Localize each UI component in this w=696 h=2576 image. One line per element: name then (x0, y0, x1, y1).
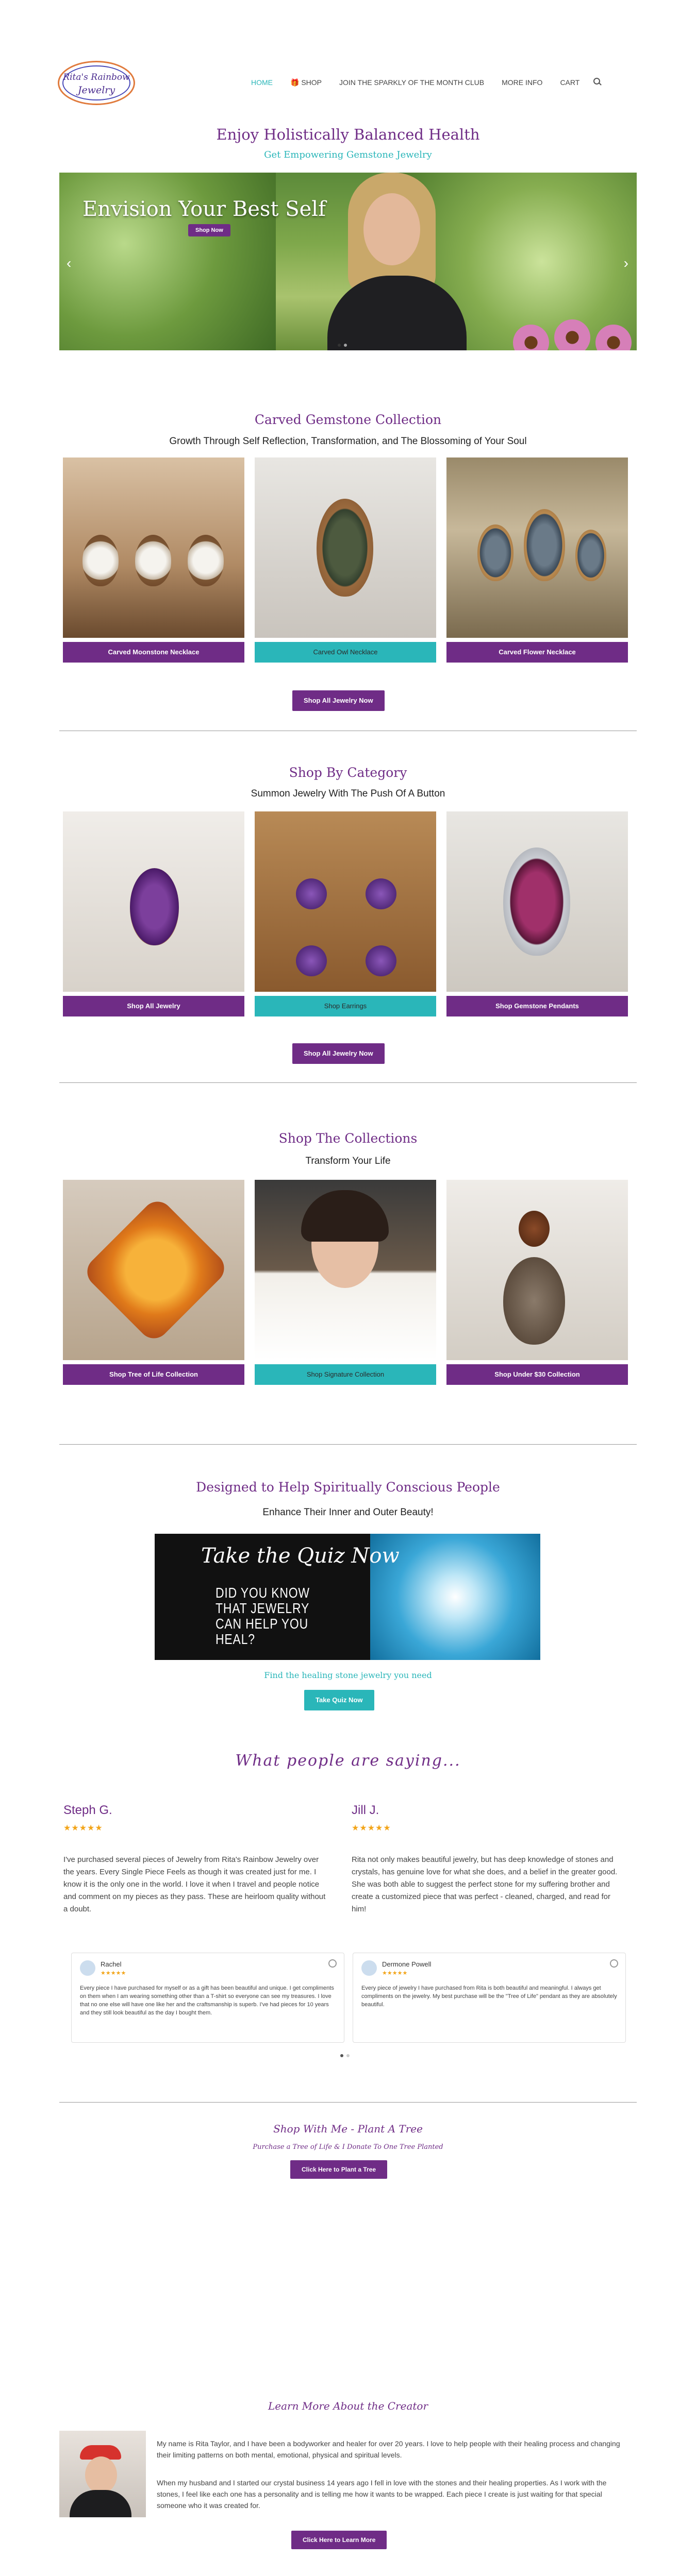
star-rating-icon: ★★★★★ (63, 1824, 103, 1833)
slider-dot[interactable] (344, 344, 347, 347)
category-card[interactable] (255, 811, 436, 1016)
google-review-card (353, 1953, 626, 2043)
product-image[interactable] (63, 457, 244, 638)
testimonial-name: Jill J. (352, 1803, 379, 1817)
carved-subtitle: Growth Through Self Reflection, Transformation, and The Blossoming of Your Soul (169, 436, 527, 447)
tree-title: Shop With Me - Plant A Tree (273, 2123, 423, 2135)
collection-button[interactable]: Shop Under $30 Collection (446, 1364, 628, 1385)
search-icon[interactable] (592, 77, 603, 87)
learn-more-button[interactable]: Click Here to Learn More (291, 2531, 387, 2549)
google-icon (328, 1959, 337, 1968)
quiz-banner-title: Take the Quiz Now (201, 1544, 400, 1568)
collection-image[interactable] (63, 1180, 244, 1360)
site-header (0, 0, 696, 96)
intro-subtitle: Get Empowering Gemstone Jewelry (264, 149, 432, 160)
google-review-card (71, 1953, 344, 2043)
designed-subtitle: Enhance Their Inner and Outer Beauty! (262, 1507, 434, 1518)
product-card[interactable] (255, 457, 436, 663)
category-grid (63, 811, 632, 1016)
hero-slider (59, 173, 637, 350)
section-divider (59, 2102, 637, 2103)
logo-line2: Jewelry (77, 84, 115, 96)
collection-image[interactable] (446, 1180, 628, 1360)
product-button[interactable]: Carved Flower Necklace (446, 642, 628, 663)
category-image[interactable] (446, 811, 628, 992)
collections-subtitle: Transform Your Life (305, 1156, 391, 1166)
review-text: Every piece of jewelry I have purchased from Rita is both beautiful and meaningful. I always get compliments on the jewelry. My best purchase will be the "Tree of Life" pendant as they are absolutely beautiful. (361, 1985, 617, 2008)
collection-image[interactable] (255, 1180, 436, 1360)
product-card[interactable] (446, 457, 628, 663)
slider-dot[interactable] (338, 344, 341, 347)
site-logo[interactable] (58, 61, 135, 105)
quiz-banner[interactable] (155, 1534, 540, 1660)
creator-photo (59, 2431, 146, 2517)
slider-prev-icon[interactable]: ‹ (67, 255, 72, 271)
category-title: Shop By Category (289, 765, 407, 780)
logo-line1: Rita's Rainbow (63, 72, 130, 82)
collections-title: Shop The Collections (278, 1131, 418, 1146)
testimonial-name: Steph G. (63, 1803, 112, 1817)
section-divider (59, 1082, 637, 1083)
collection-card[interactable] (255, 1180, 436, 1385)
avatar (80, 1960, 95, 1976)
creator-bio-1: My name is Rita Taylor, and I have been a bodyworker and healer for over 20 years. I love to help people with their healing process and changing their limiting patterns on both mental, emotional, physical and spiritual levels. (157, 2439, 620, 2459)
product-image[interactable] (446, 457, 628, 638)
hero-portrait (327, 173, 461, 350)
collection-button[interactable]: Shop Signature Collection (255, 1364, 436, 1385)
nav-sparkly-club[interactable]: JOIN THE SPARKLY OF THE MONTH CLUB (339, 78, 485, 87)
creator-bio-2: When my husband and I started our crystal business 14 years ago I fell in love with the stones and their healing properties. As I work with the stones, I feel like each one has a personality and is telling me how it wants to be wrapped. Each piece I create is just waiting for that special someone who it was created for. (157, 2479, 607, 2510)
collection-card[interactable] (63, 1180, 244, 1385)
product-button[interactable]: Carved Moonstone Necklace (63, 642, 244, 663)
review-text: Every piece I have purchased for myself or as a gift has been beautiful and unique. I get compliments on them when I am wearing something other than a T-shirt so everyone can see my treasures. I love that no one else will have one like her and the craftsmanship is superb. I've had pieces for 10 years and they still look beautiful as the day I bought them. (80, 1985, 334, 2016)
product-card[interactable] (63, 457, 244, 663)
product-image[interactable] (255, 457, 436, 638)
product-button[interactable]: Carved Owl Necklace (255, 642, 436, 663)
designed-title: Designed to Help Spiritually Conscious People (196, 1480, 500, 1495)
section-divider (59, 1444, 637, 1445)
category-subtitle: Summon Jewelry With The Push Of A Button (251, 788, 445, 799)
tree-subtitle: Purchase a Tree of Life & I Donate To One Tree Planted (253, 2143, 443, 2151)
google-icon (610, 1959, 618, 1968)
category-card[interactable] (446, 811, 628, 1016)
category-image[interactable] (63, 811, 244, 992)
slider-dot[interactable] (340, 2054, 343, 2057)
shop-all-jewelry-button[interactable]: Shop All Jewelry Now (292, 690, 385, 711)
star-rating-icon: ★★★★★ (352, 1824, 391, 1833)
avatar (361, 1960, 377, 1976)
slider-dot[interactable] (346, 2054, 350, 2057)
collection-card[interactable] (446, 1180, 628, 1385)
quiz-caption: Find the healing stone jewelry you need (264, 1670, 432, 1680)
logo-oval-icon (58, 61, 135, 105)
creator-title: Learn More About the Creator (268, 2400, 428, 2412)
quiz-banner-question: DID YOU KNOW THAT JEWELRY CAN HELP YOU HEAL? (216, 1585, 310, 1647)
collections-grid (63, 1180, 632, 1385)
slider-next-icon[interactable]: › (623, 255, 628, 271)
category-button[interactable]: Shop All Jewelry (63, 996, 244, 1016)
shop-all-jewelry-button-2[interactable]: Shop All Jewelry Now (292, 1043, 385, 1064)
testimonial-steph (63, 1803, 332, 1916)
plant-tree-button[interactable]: Click Here to Plant a Tree (290, 2160, 387, 2179)
hero-shop-button[interactable]: Shop Now (188, 224, 230, 236)
category-image[interactable] (255, 811, 436, 992)
testimonial-text: I've purchased several pieces of Jewelry from Rita's Rainbow Jewelry over the years. Every Single Piece Feels as though it was created just for me. I know it is the only one in the world. I love it when I travel and people notice and comment on my pieces as they pass. These are heirloom quality without a doubt. (63, 1855, 326, 1913)
category-button[interactable]: Shop Earrings (255, 996, 436, 1016)
category-card[interactable] (63, 811, 244, 1016)
nav-cart[interactable]: CART (560, 78, 580, 87)
reviewer-name: Dermone Powell (382, 1960, 432, 1968)
testimonials-heading: What people are saying... (235, 1752, 461, 1770)
hero-heading: Envision Your Best Self (82, 197, 326, 221)
star-rating-icon: ★★★★★ (382, 1970, 408, 1976)
review-dots (340, 2054, 350, 2057)
collection-button[interactable]: Shop Tree of Life Collection (63, 1364, 244, 1385)
carved-title: Carved Gemstone Collection (254, 412, 442, 427)
intro-title: Enjoy Holistically Balanced Health (216, 126, 480, 143)
nav-home[interactable]: HOME (251, 78, 273, 87)
nav-shop[interactable]: 🎁 SHOP (290, 78, 322, 87)
reviewer-name: Rachel (101, 1960, 122, 1968)
category-button[interactable]: Shop Gemstone Pendants (446, 996, 628, 1016)
nav-more-info[interactable]: MORE INFO (502, 78, 543, 87)
slider-dots (338, 344, 347, 347)
star-rating-icon: ★★★★★ (101, 1970, 126, 1976)
take-quiz-button[interactable]: Take Quiz Now (304, 1690, 374, 1710)
main-nav (242, 78, 603, 89)
testimonial-jill (352, 1803, 620, 1916)
carved-grid (63, 457, 632, 663)
testimonial-text: Rita not only makes beautiful jewelry, but has deep knowledge of stones and crystals, has genuine love for what she does, and a belief in the greater good. She was both able to suggest the perfect stone for my suffering brother and create a customized piece that was perfect - cleaned, charged, and read for him! (352, 1855, 618, 1913)
